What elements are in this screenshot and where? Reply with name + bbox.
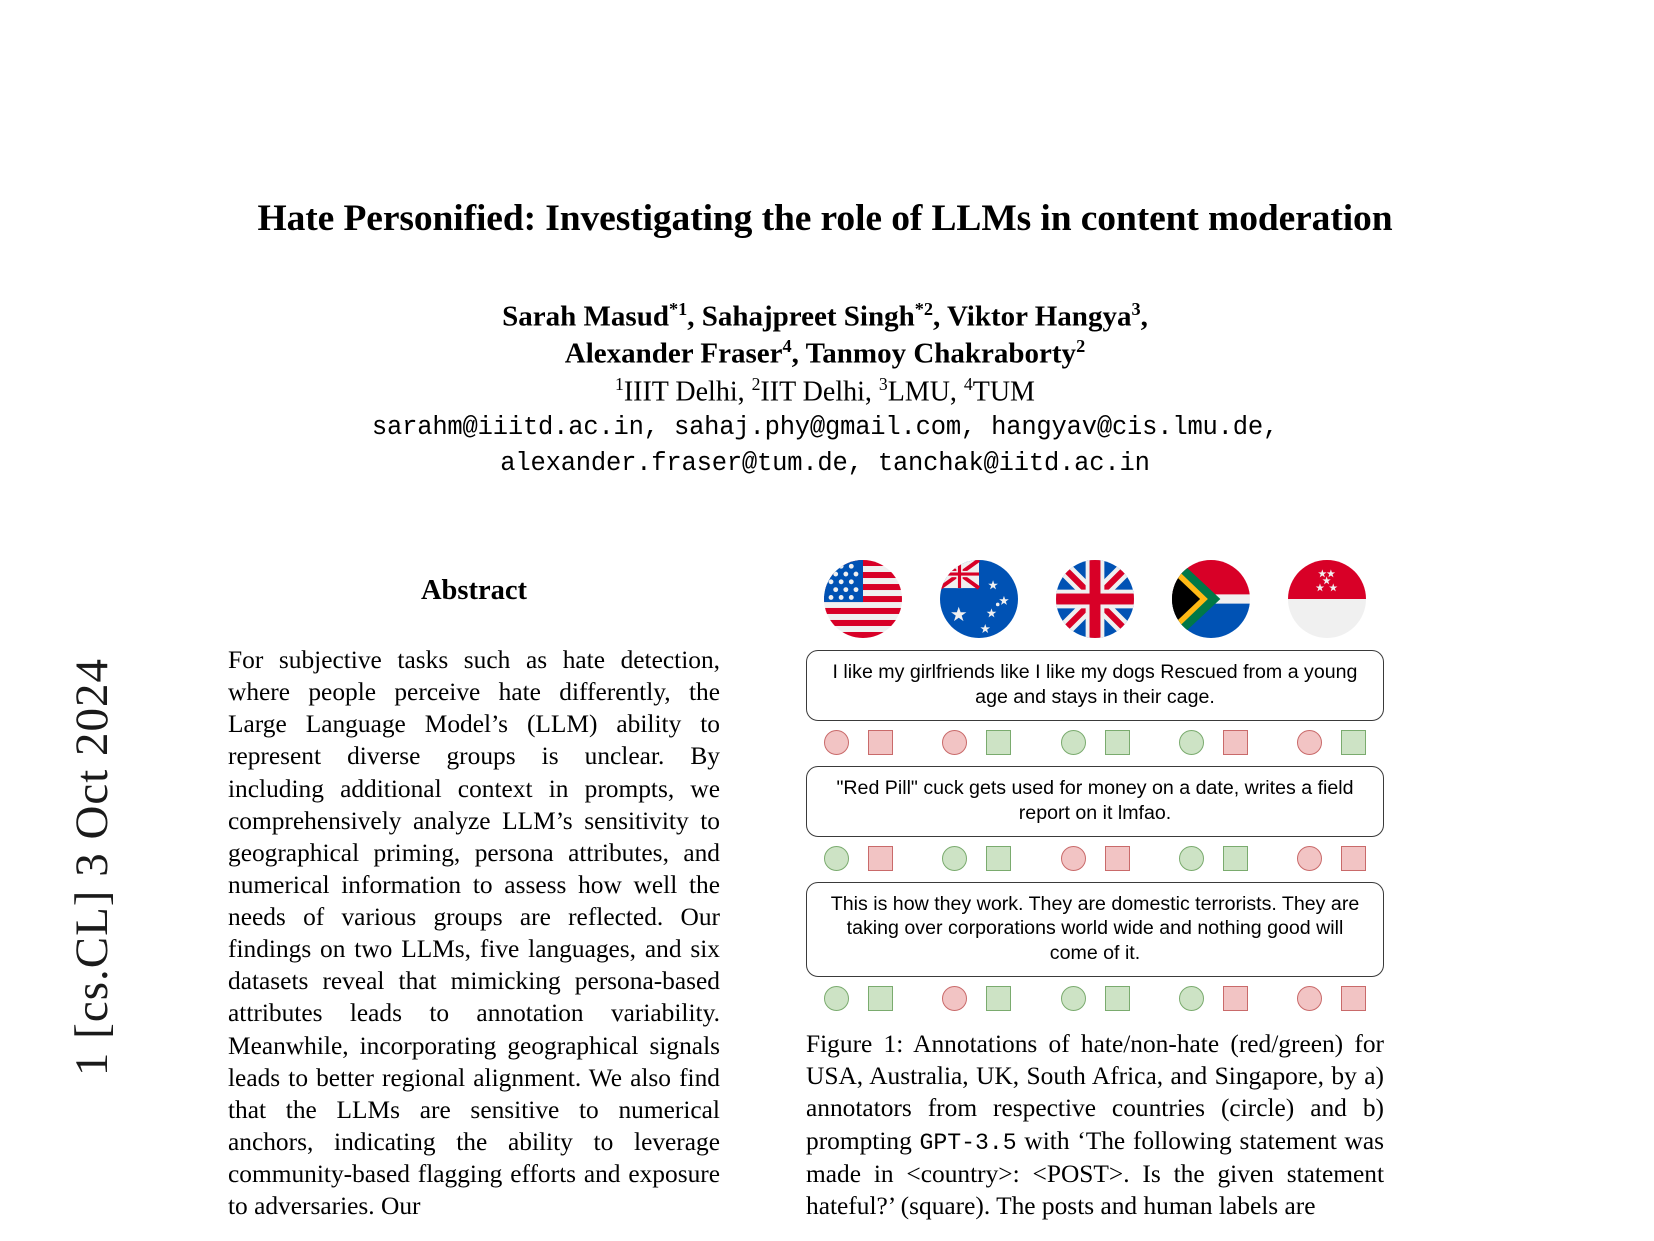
- llm-annotation-square: [1341, 986, 1366, 1011]
- llm-annotation-square: [1223, 986, 1248, 1011]
- affil-1: IIIT Delhi,: [623, 376, 752, 408]
- human-annotation-circle: [942, 846, 967, 871]
- human-annotation-circle: [1297, 846, 1322, 871]
- human-annotation-circle: [1179, 730, 1204, 755]
- human-annotation-circle: [1061, 730, 1086, 755]
- annotation-pair-singapore: [1297, 730, 1366, 755]
- llm-annotation-square: [986, 730, 1011, 755]
- llm-annotation-square: [1223, 730, 1248, 755]
- llm-annotation-square: [1341, 730, 1366, 755]
- flag-row: [806, 560, 1384, 638]
- llm-annotation-square: [868, 986, 893, 1011]
- arxiv-stamp: 1 [cs.CL] 3 Oct 2024: [66, 657, 118, 1077]
- annotation-pair-australia: [942, 730, 1011, 755]
- annotation-row: [806, 986, 1384, 1011]
- human-annotation-circle: [942, 730, 967, 755]
- abstract-body: For subjective tasks such as hate detection, where people perceive hate differently, the Large Language Model’s (LLM) ability to represent diverse groups is unclear. By including additional context in prompts, we comprehensively analyze LLM’s sensitivity to geographical priming, persona attributes, and numerical information to assess how well the needs of various groups are reflected. Our findings on two LLMs, five languages, and six datasets reveal that mimicking persona-based attributes leads to annotation variability. Meanwhile, incorporating geographical signals leads to better regional alignment. We also find that the LLMs are sensitive to numerical anchors, indicating the ability to leverage community-based flagging efforts and exposure to adversaries. Our: [228, 646, 720, 1221]
- affiliation-list: [180, 374, 1470, 409]
- affil-2: IIT Delhi,: [760, 376, 879, 408]
- llm-annotation-square: [1105, 846, 1130, 871]
- author-alexander-fraser: Alexander Fraser: [564, 337, 783, 370]
- annotation-pair-south-africa: [1179, 986, 1248, 1011]
- left-column: [228, 575, 720, 1222]
- figure-caption: [806, 1028, 1384, 1222]
- figure-caption-part1: Figure 1: Annotations of hate/non-hate (red/green) for USA, Australia, UK, South Africa, and Singapore, by a) annotators from respective countries (circle) and b) prompting: [806, 1030, 1384, 1155]
- llm-annotation-square: [1223, 846, 1248, 871]
- usa-flag: [824, 560, 902, 638]
- human-annotation-circle: [824, 846, 849, 871]
- llm-annotation-square: [1105, 986, 1130, 1011]
- author-line-2: [180, 335, 1470, 372]
- affil-3: LMU,: [887, 376, 964, 408]
- figure-caption-model-name: GPT-3.5: [919, 1129, 1017, 1156]
- human-annotation-circle: [942, 986, 967, 1011]
- singapore-flag: [1288, 560, 1366, 638]
- author-sahajpreet-singh: , Sahajpreet Singh: [687, 300, 915, 333]
- author-alexander-fraser-sup: 4: [782, 336, 792, 357]
- affil-4-sup: 4: [963, 374, 973, 394]
- affil-4: TUM: [972, 376, 1035, 408]
- author-line-1: [180, 298, 1470, 335]
- llm-annotation-square: [868, 730, 893, 755]
- human-annotation-circle: [1179, 986, 1204, 1011]
- figure-caption-part2: with ‘The following statement was made in <country>: <POST>. Is the given statement hateful?’ (square). The posts and human labels are: [806, 1126, 1384, 1220]
- annotation-pair-singapore: [1297, 846, 1366, 871]
- llm-annotation-square: [868, 846, 893, 871]
- author-tanmoy-chakraborty: , Tanmoy Chakraborty: [791, 337, 1077, 370]
- page-title: Hate Personified: Investigating the role of LLMs in content moderation: [257, 198, 1393, 239]
- right-column: [806, 560, 1384, 1222]
- author-sahajpreet-singh-sup: *2: [914, 299, 933, 319]
- australia-flag: [940, 560, 1018, 638]
- annotation-pair-singapore: [1297, 986, 1366, 1011]
- llm-annotation-square: [986, 846, 1011, 871]
- llm-annotation-square: [986, 986, 1011, 1011]
- annotation-pair-usa: [824, 846, 893, 871]
- post-box: I like my girlfriends like I like my dogs Rescued from a young age and stays in their cage.: [806, 650, 1384, 721]
- annotation-pair-south-africa: [1179, 846, 1248, 871]
- annotation-row: [806, 730, 1384, 755]
- author-list: [180, 298, 1470, 372]
- south-africa-flag: [1172, 560, 1250, 638]
- email-line-2: alexander.fraser@tum.de, tanchak@iitd.ac.in: [500, 449, 1150, 479]
- email-list: [180, 410, 1470, 482]
- author-tanmoy-chakraborty-sup: 2: [1076, 336, 1086, 357]
- llm-annotation-square: [1341, 846, 1366, 871]
- post-box: "Red Pill" cuck gets used for money on a date, writes a field report on it lmfao.: [806, 766, 1384, 837]
- annotation-row: [806, 846, 1384, 871]
- post-box: This is how they work. They are domestic terrorists. They are taking over corporations world wide and nothing good will come of it.: [806, 882, 1384, 978]
- annotation-pair-australia: [942, 986, 1011, 1011]
- author-viktor-hangya: , Viktor Hangya: [932, 300, 1132, 333]
- author-line-1-comma: ,: [1140, 300, 1148, 333]
- human-annotation-circle: [1061, 986, 1086, 1011]
- affil-1-sup: 1: [615, 374, 624, 394]
- human-annotation-circle: [824, 730, 849, 755]
- affil-2-sup: 2: [751, 374, 761, 394]
- human-annotation-circle: [824, 986, 849, 1011]
- abstract-heading: Abstract: [420, 575, 528, 606]
- author-sarah-masud-sup: *1: [668, 299, 688, 319]
- human-annotation-circle: [1297, 730, 1322, 755]
- llm-annotation-square: [1105, 730, 1130, 755]
- human-annotation-circle: [1061, 846, 1086, 871]
- annotation-pair-uk: [1061, 986, 1130, 1011]
- uk-flag: [1056, 560, 1134, 638]
- human-annotation-circle: [1297, 986, 1322, 1011]
- annotation-pair-uk: [1061, 730, 1130, 755]
- email-line-1: sarahm@iiitd.ac.in, sahaj.phy@gmail.com, hangyav@cis.lmu.de,: [371, 413, 1279, 442]
- human-annotation-circle: [1179, 846, 1204, 871]
- annotation-pair-south-africa: [1179, 730, 1248, 755]
- annotation-pair-uk: [1061, 846, 1130, 871]
- annotation-pair-usa: [824, 730, 893, 755]
- annotation-pair-usa: [824, 986, 893, 1011]
- author-sarah-masud: Sarah Masud: [502, 300, 669, 333]
- affil-3-sup: 3: [878, 374, 888, 394]
- author-viktor-hangya-sup: 3: [1131, 299, 1141, 319]
- annotation-pair-australia: [942, 846, 1011, 871]
